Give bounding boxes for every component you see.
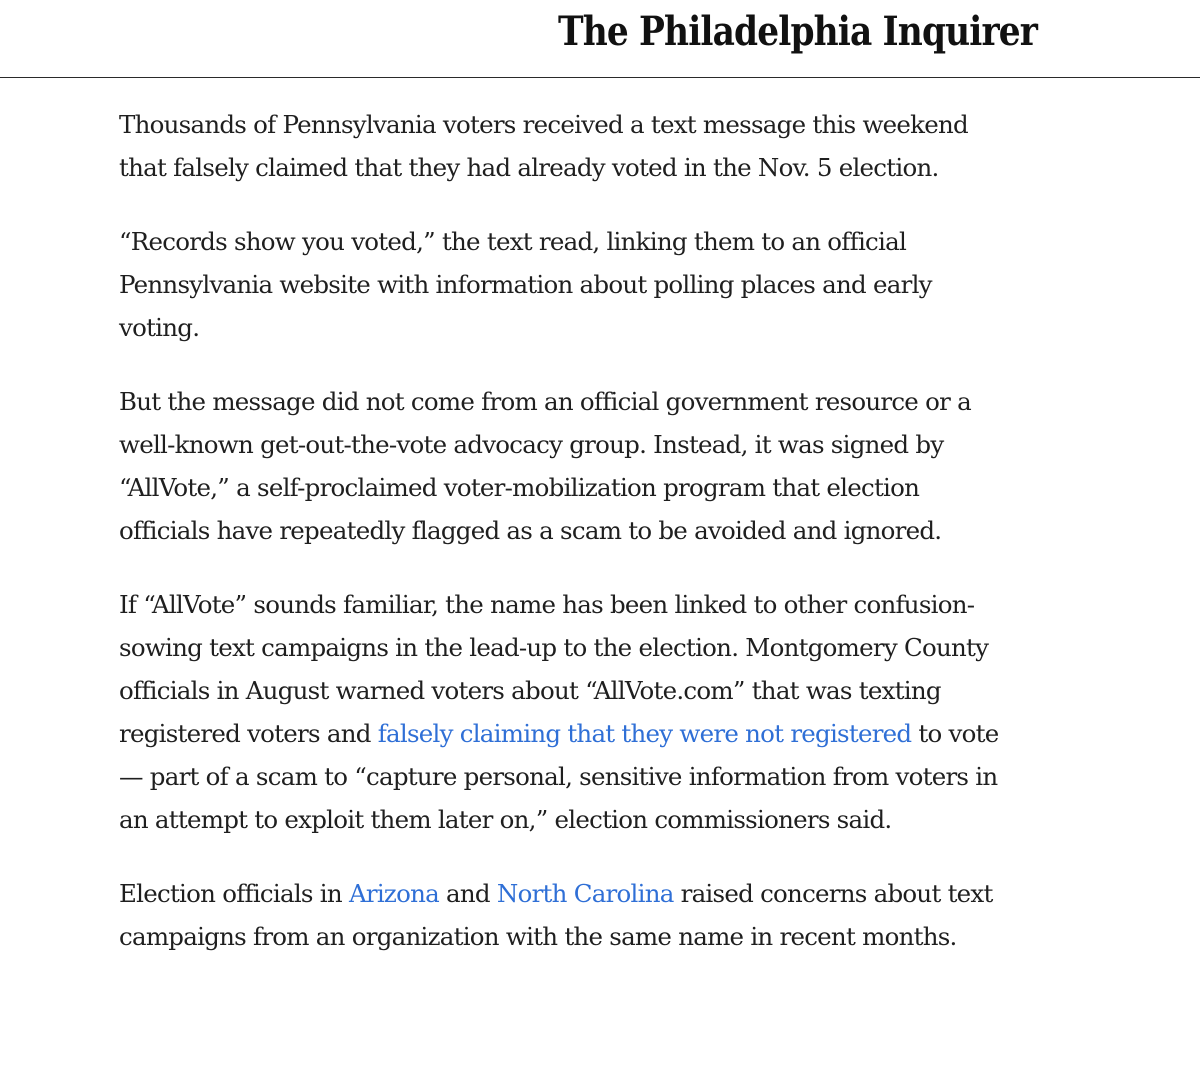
- link-falsely-claiming[interactable]: falsely claiming that they were not registered: [377, 719, 912, 748]
- paragraph-5-text-mid: and: [438, 879, 497, 908]
- paragraph-5: [119, 872, 1009, 958]
- paragraph-4: [119, 583, 1009, 841]
- paragraph-2: “Records show you voted,” the text read, linking them to an official Pennsylvania website with information about polling places and early voting.: [119, 227, 932, 342]
- masthead: [0, 0, 1200, 78]
- link-arizona[interactable]: Arizona: [348, 879, 439, 908]
- paragraph-3: But the message did not come from an official government resource or a well-known get-out-the-vote advocacy group. Instead, it was signed by “AllVote,” a self-proclaimed voter-mobilization program that election officials have repeatedly flagged as a scam to be avoided and ignored.: [119, 387, 971, 545]
- paragraph-1: Thousands of Pennsylvania voters received a text message this weekend that falsely claimed that they had already voted in the Nov. 5 election.: [119, 110, 968, 182]
- paragraph-5-text-after: raised concerns about text campaigns from an organization with the same name in recent months.: [119, 879, 993, 951]
- paragraph-4-text-after: to vote — part of a scam to “capture personal, sensitive information from voters in an attempt to exploit them later on,” election commissioners said.: [119, 719, 999, 834]
- site-logo[interactable]: The Philadelphia Inquirer: [558, 8, 1038, 55]
- link-north-carolina[interactable]: North Carolina: [496, 879, 674, 908]
- paragraph-4-text-before: If “AllVote” sounds familiar, the name has been linked to other confusion-sowing text campaigns in the lead-up to the election. Montgomery County officials in August warned voters about “AllVote.com” that was texting registered voters and: [119, 590, 989, 748]
- paragraph-5-text-before: Election officials in: [119, 879, 349, 908]
- article-body: [119, 103, 1009, 989]
